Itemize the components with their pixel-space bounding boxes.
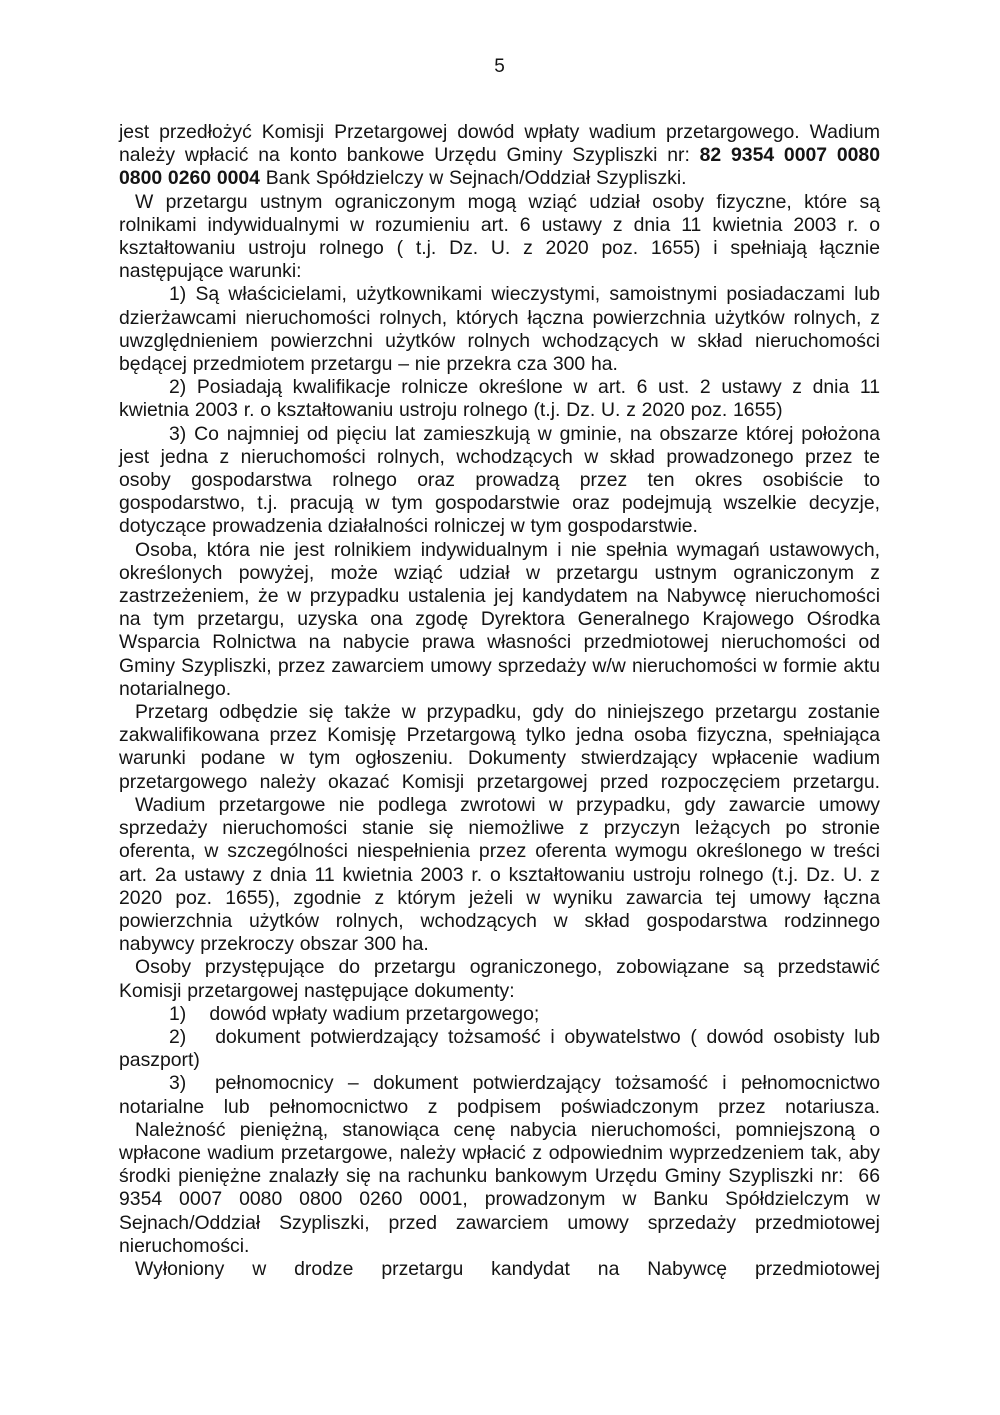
- list-item-document-1: 1) dowód wpłaty wadium przetargowego;: [169, 1002, 540, 1025]
- page-number: 5: [494, 56, 505, 77]
- list-item-condition-3: 3) Co najmniej od pięciu lat zamieszkują w gminie, na obszarze której położona jest jedna z nieruchomości rolnych, wchodzących w skład prowadzonego przez te osoby gospodarstwa rolnego oraz prowadzą przez ten okres osobiście to gospodarstwo, t.j. pracują w tym gospodarstwie oraz podejmują wszelkie decyzje, dotyczące prowadzenia działalności rolniczej w tym gospodarstwie.: [119, 422, 880, 538]
- paragraph-payment-instructions: Należność pieniężną, stanowiąca cenę nabycia nieruchomości, pomniejszoną o wpłacone wadium przetargowe, należy wpłacić z odpowiednim wyprzedzeniem tak, aby środki pieniężne znalazły się na rachunku bankowym Urzędu Gminy Szypliszki nr: 66 9354 0007 0080 0800 0260 0001, prowadzonym w Banku Spółdzielczym w Sejnach/Oddział Szypliszki, przed zawarciem umowy sprzedaży przedmiotowej nieruchomości.: [119, 1118, 880, 1257]
- list-item-document-3: 3) pełnomocnicy – dokument potwierdzający tożsamość i pełnomocnictwo notarialne lub pełnomocnictwo z podpisem poświadczonym przez notariusza.: [119, 1072, 880, 1118]
- paragraph-tender-conditions: W przetargu ustnym ograniczonym mogą wziąć udział osoby fizyczne, które są rolnikami indywidualnymi w rozumieniu art. 6 ustawy z dnia 11 kwietnia 2003 r. o kształtowaniu ustroju rolnego ( t.j. Dz. U. z 2020 poz. 1655) i spełniają łącznie następujące warunki:: [119, 190, 880, 283]
- paragraph-non-individual-farmer: Osoba, która nie jest rolnikiem indywidualnym i nie spełnia wymagań ustawowych, określonych powyżej, może wziąć udział w przetargu ustnym ograniczonym z zastrzeżeniem, że w przypadku ustalenia jej kandydatem na Nabywcę nieruchomości na tym przetargu, uzyska ona zgodę Dyrektora Generalnego Krajowego Ośrodka Wsparcia Rolnictwa na nabycie prawa własności przedmiotowej nieruchomości od Gminy Szypliszki, przez zawarciem umowy sprzedaży w/w nieruchomości w formie aktu notarialnego.: [119, 538, 880, 700]
- list-item-document-2: 2) dokument potwierdzający tożsamość i obywatelstwo ( dowód osobisty lub paszport): [119, 1025, 880, 1072]
- paragraph-wadium-non-refund: Wadium przetargowe nie podlega zwrotowi w przypadku, gdy zawarcie umowy sprzedaży nieruchomości stanie się niemożliwe z przyczyn leżących po stronie oferenta, w szczególności niespełnienia przez oferenta wymogu określonego w treści art. 2a ustawy z dnia 11 kwietnia 2003 r. o kształtowaniu ustroju rolnego (t.j. Dz. U. z 2020 poz. 1655), zgodnie z którym jeżeli w wyniku zawarcia tej umowy łączna powierzchnia użytków rolnych, wchodzących w skład gospodarstwa rodzinnego nabywcy przekroczy obszar 300 ha.: [119, 793, 880, 956]
- list-item-condition-2: 2) Posiadają kwalifikacje rolnicze określone w art. 6 ust. 2 ustawy z dnia 11 kwietnia 2003 r. o kształtowaniu ustroju rolnego (t.j. Dz. U. z 2020 poz. 1655): [119, 376, 880, 422]
- intro-text-pre: jest przedłożyć Komisji Przetargowej dowód wpłaty wadium przetargowego. Wadium należy wpłacić na konto bankowe Urzędu Gminy Szypliszki nr:: [119, 121, 880, 167]
- intro-text-post: Bank Spółdzielczy w Sejnach/Oddział Szypliszki.: [259, 167, 687, 190]
- paragraph-single-bidder: Przetarg odbędzie się także w przypadku, gdy do niniejszego przetargu zostanie zakwalifikowana przez Komisję Przetargową tylko jedna osoba fizyczna, spełniająca warunki podane w tym ogłoszeniu. Dokumenty stwierdzający wpłacenie wadium przetargowego należy okazać Komisji przetargowej przed rozpoczęciem przetargu.: [119, 701, 880, 793]
- paragraph-required-documents-intro: Osoby przystępujące do przetargu ograniczonego, zobowiązane są przedstawić Komisji przetargowej następujące dokumenty:: [119, 956, 880, 1002]
- bank-account-number-wadium: 82 9354 0007 0080 0800 0260 0004: [119, 144, 880, 190]
- paragraph-selected-candidate: Wyłoniony w drodze przetargu kandydat na Nabywcę przedmiotowej: [135, 1257, 880, 1280]
- list-item-condition-1: 1) Są właścicielami, użytkownikami wieczystymi, samoistnymi posiadaczami lub dzierżawcami nieruchomości rolnych, których łączna powierzchnia użytków rolnych, z uwzględnieniem powierzchni użytków rolnych wchodzących w skład nieruchomości będącej przedmiotem przetargu – nie przekra cza 300 ha.: [119, 283, 880, 376]
- paragraph-intro: [119, 121, 880, 191]
